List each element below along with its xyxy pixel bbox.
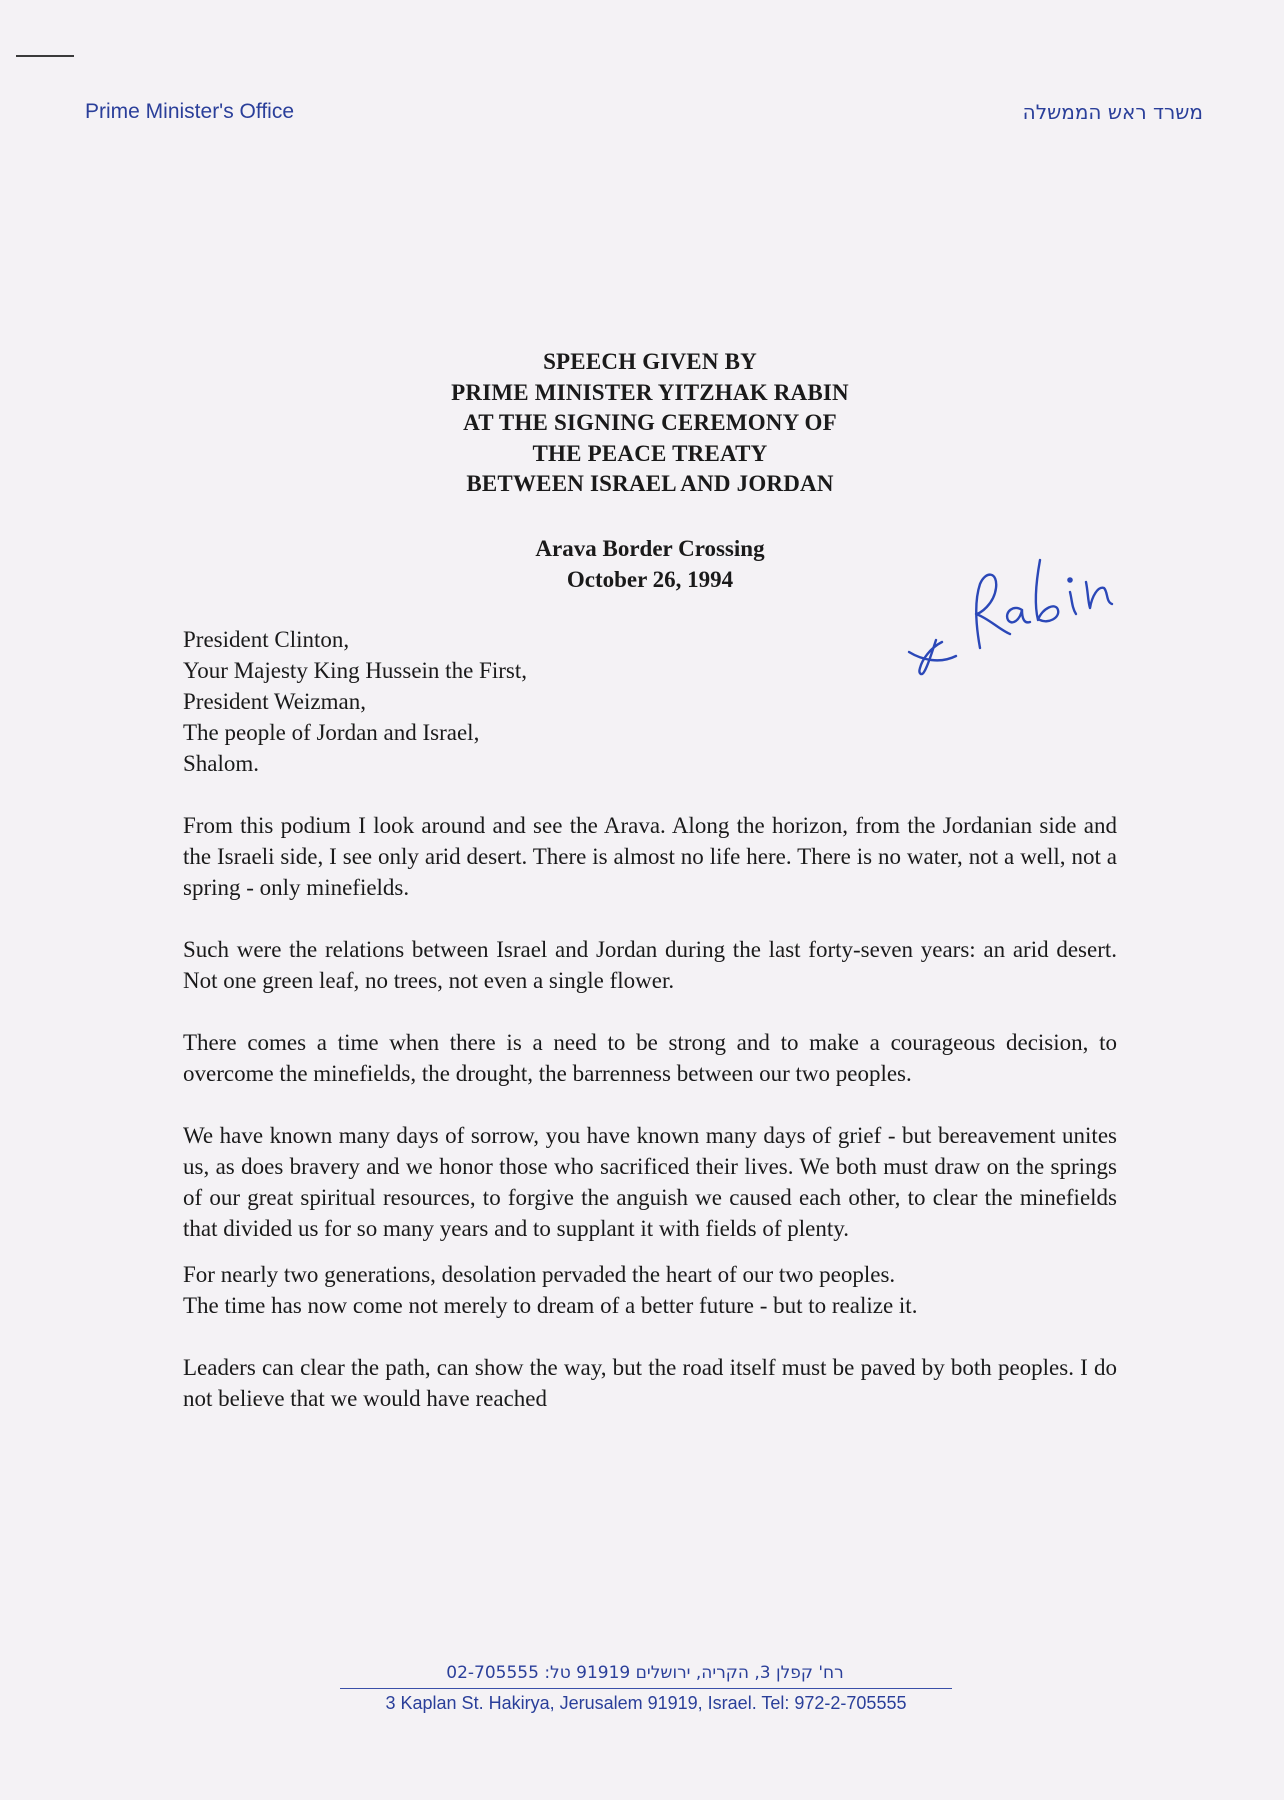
paragraph: The time has now come not merely to dream of a better future - but to realize it. bbox=[183, 1293, 918, 1318]
title-line: PRIME MINISTER YITZHAK RABIN bbox=[451, 379, 849, 405]
date: October 26, 1994 bbox=[566, 567, 734, 592]
salutation-line: The people of Jordan and Israel, bbox=[183, 720, 480, 745]
salutation bbox=[183, 624, 1117, 779]
salutation-line: Your Majesty King Hussein the First, bbox=[183, 658, 527, 683]
salutation-line: Shalom. bbox=[183, 751, 260, 776]
paragraph: We have known many days of sorrow, you have known many days of grief - but bereavement unites us, as does bravery and we honor those who sacrificed their lives. We both must draw on the springs of our great spiritual resources, to forgive the anguish we caused each other, to clear the minefields that divided us for so many years and to supplant it with fields of plenty. bbox=[183, 1123, 1117, 1241]
speech-body bbox=[183, 624, 1117, 1414]
paragraph: Leaders can clear the path, can show the way, but the road itself must be paved by both peoples. I do not believe that we would have reached bbox=[183, 1355, 1117, 1411]
paragraph: Such were the relations between Israel and Jordan during the last forty-seven years: an arid desert. Not one green leaf, no trees, not even a single flower. bbox=[183, 937, 1117, 993]
letterhead-hebrew: משרד ראש הממשלה bbox=[1022, 100, 1203, 124]
paragraph: For nearly two generations, desolation pervaded the heart of our two peoples. bbox=[183, 1262, 896, 1287]
title-line: THE PEACE TREATY bbox=[532, 440, 768, 466]
paragraph: From this podium I look around and see the Arava. Along the horizon, from the Jordanian side and the Israeli side, I see only arid desert. There is almost no life here. There is no water, not a well, not a spring - only minefields. bbox=[183, 813, 1117, 900]
salutation-line: President Clinton, bbox=[183, 627, 350, 652]
salutation-line: President Weizman, bbox=[183, 689, 366, 714]
speech-title bbox=[300, 347, 1000, 500]
title-line: AT THE SIGNING CEREMONY OF bbox=[463, 410, 837, 435]
location-date bbox=[400, 533, 900, 595]
footer-address-hebrew: רח' קפלן 3, הקריה, ירושלים 91919 טל: 02-705555 bbox=[446, 1663, 844, 1683]
letterhead-english: Prime Minister's Office bbox=[85, 100, 294, 123]
paragraph: There comes a time when there is a need to be strong and to make a courageous decision, to overcome the minefields, the drought, the barrenness between our two peoples. bbox=[183, 1030, 1117, 1086]
location: Arava Border Crossing bbox=[535, 536, 765, 561]
title-line: SPEECH GIVEN BY bbox=[543, 349, 757, 374]
footer-divider bbox=[340, 1688, 952, 1689]
title-line: BETWEEN ISRAEL AND JORDAN bbox=[466, 471, 834, 496]
corner-mark bbox=[16, 55, 74, 57]
footer-address-english: 3 Kaplan St. Hakirya, Jerusalem 91919, Israel. Tel: 972-2-705555 bbox=[385, 1693, 907, 1713]
